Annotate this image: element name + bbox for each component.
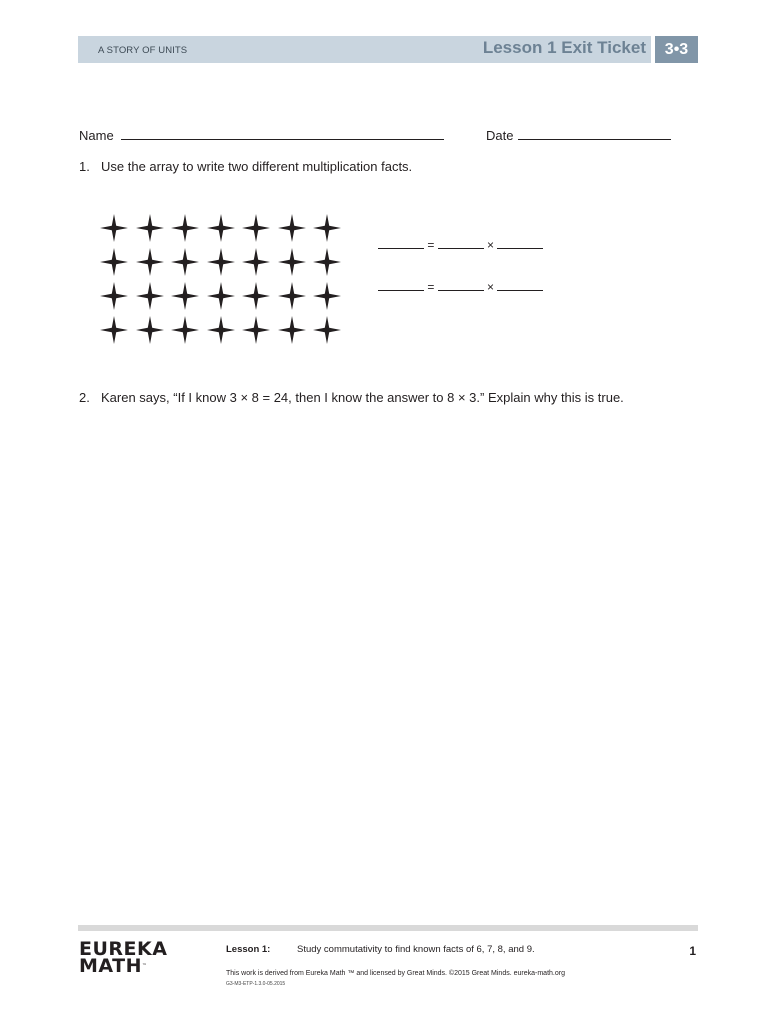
- date-blank[interactable]: [518, 126, 671, 140]
- four-point-star-icon: [242, 248, 270, 276]
- star-array: [100, 214, 345, 346]
- lesson-label: Lesson 1:: [226, 944, 271, 955]
- four-point-star-icon: [278, 282, 306, 310]
- footer-rule: [78, 925, 698, 931]
- four-point-star-icon: [313, 248, 341, 276]
- equation-line-2[interactable]: [378, 280, 543, 294]
- four-point-star-icon: [207, 248, 235, 276]
- times-sign: ×: [487, 280, 495, 294]
- four-point-star-icon: [207, 214, 235, 242]
- page-title: Lesson 1 Exit Ticket: [482, 38, 646, 57]
- factor-blank[interactable]: [438, 280, 484, 291]
- equals-sign: =: [427, 280, 435, 294]
- four-point-star-icon: [171, 248, 199, 276]
- four-point-star-icon: [171, 282, 199, 310]
- factor-blank[interactable]: [497, 280, 543, 291]
- question-1-text: Use the array to write two different multiplication facts.: [101, 159, 413, 174]
- factor-blank[interactable]: [497, 238, 543, 249]
- date-label: Date: [486, 128, 514, 143]
- four-point-star-icon: [171, 316, 199, 344]
- name-label: Name: [79, 128, 114, 143]
- four-point-star-icon: [242, 214, 270, 242]
- document-code: G3-M3-ETP-1.3.0-05.2015: [226, 981, 286, 987]
- logo-line-2: MATH™: [79, 955, 148, 977]
- question-1-number: 1.: [79, 159, 90, 174]
- question-2-number: 2.: [79, 390, 90, 405]
- license-text: This work is derived from Eureka Math ™ and licensed by Great Minds. ©2015 Great Minds. eureka-math.org: [226, 970, 565, 977]
- question-2-text: Karen says, “If I know 3 × 8 = 24, then I know the answer to 8 × 3.” Explain why this is true.: [101, 390, 624, 405]
- four-point-star-icon: [100, 282, 128, 310]
- name-blank[interactable]: [121, 126, 444, 140]
- four-point-star-icon: [207, 282, 235, 310]
- logo-line-1: EUREKA: [79, 938, 168, 960]
- four-point-star-icon: [136, 316, 164, 344]
- eureka-math-logo: [79, 938, 168, 977]
- four-point-star-icon: [278, 248, 306, 276]
- times-sign: ×: [487, 238, 495, 252]
- product-blank[interactable]: [378, 280, 424, 291]
- four-point-star-icon: [313, 214, 341, 242]
- four-point-star-icon: [100, 248, 128, 276]
- four-point-star-icon: [100, 214, 128, 242]
- factor-blank[interactable]: [438, 238, 484, 249]
- grade-module-badge: 3•3: [655, 36, 698, 63]
- series-label: A STORY OF UNITS: [98, 45, 188, 56]
- page-number: 1: [689, 944, 696, 958]
- four-point-star-icon: [171, 214, 199, 242]
- product-blank[interactable]: [378, 238, 424, 249]
- four-point-star-icon: [313, 316, 341, 344]
- four-point-star-icon: [100, 316, 128, 344]
- equation-line-1[interactable]: [378, 238, 543, 252]
- four-point-star-icon: [313, 282, 341, 310]
- four-point-star-icon: [278, 316, 306, 344]
- four-point-star-icon: [136, 214, 164, 242]
- four-point-star-icon: [136, 248, 164, 276]
- four-point-star-icon: [242, 282, 270, 310]
- four-point-star-icon: [136, 282, 164, 310]
- four-point-star-icon: [242, 316, 270, 344]
- equals-sign: =: [427, 238, 435, 252]
- four-point-star-icon: [278, 214, 306, 242]
- four-point-star-icon: [207, 316, 235, 344]
- name-field[interactable]: [79, 126, 444, 143]
- lesson-description: Study commutativity to find known facts of 6, 7, 8, and 9.: [297, 944, 535, 955]
- date-field[interactable]: [486, 126, 671, 143]
